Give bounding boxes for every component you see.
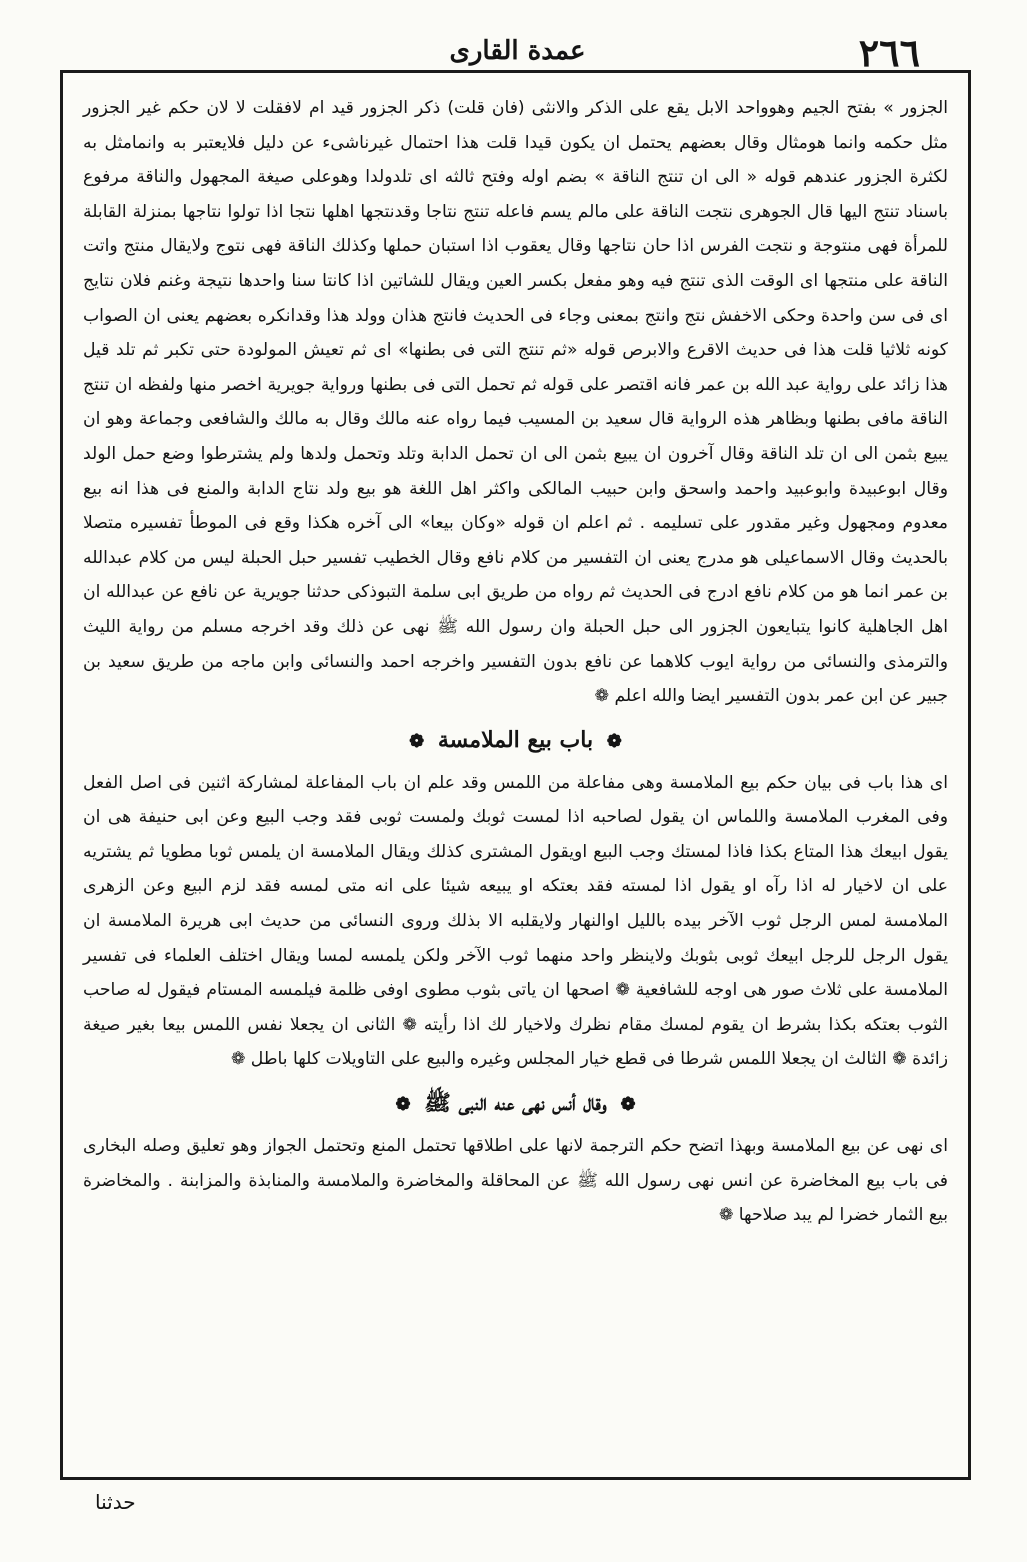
page-number: ٢٦٦ [858, 30, 920, 75]
section-heading-text: باب بيع الملامسة [437, 726, 594, 753]
running-title: عمدة القارى [449, 36, 586, 66]
section-heading-mulamasa [83, 716, 948, 764]
ornament-icon: ❁ [606, 730, 622, 752]
section-heading-text: وقال أنس نهى عنه النبى ﷺ [424, 1090, 607, 1117]
paragraph-anas-nahy: اى نهى عن بيع الملامسة وبهذا اتضح حكم الترجمة لانها على اطلاقها تحتمل المنع وتحتمل الجواز وهو تعليق وصله البخارى فى باب بيع المخاضرة عن انس نهى رسول الله ﷺ عن المحاقلة والمخاضرة والملامسة والمنابذة والمزابنة . والمخاضرة بيع الثمار خضرا لم يبد صلاحها ❁ [83, 1136, 948, 1226]
body-text [83, 91, 948, 1233]
text-frame [60, 70, 971, 1480]
page-header [60, 30, 975, 75]
paragraph-mulamasa: اى هذا باب فى بيان حكم بيع الملامسة وهى مفاعلة من اللمس وقد علم ان باب المفاعلة لمشاركة اثنين فى اصل الفعل وفى المغرب الملامسة واللماس ان يقول لصاحبه اذا لمست ثوبك ولمست ثوبى فقد وجب البيع وعن ابى حنيفة هى ان يقول ابيعك هذا المتاع بكذا فاذا لمستك وجب البيع اويقول المشترى كذلك ويقال الملامسة ان يلمس ثوبا مطويا ثم يشتريه على ان لاخيار له اذا رآه او يقول اذا لمسته فقد بعتكه او يبيعه شيئا على انه متى لمسه فقد لزم البيع وعن الزهرى الملامسة لمس الرجل ثوب الآخر بيده بالليل اوالنهار ولايقلبه الا بذلك وروى النسائى من حديث ابى هريرة الملامسة ان يقول الرجل للرجل ابيعك ثوبى بثوبك ولاينظر واحد منهما ثوب الآخر ولكن يلمسه لمسا ويقال اختلف العلماء فى تفسير الملامسة على ثلاث صور هى اوجه للشافعية ❁ اصحها ان ياتى بثوب مطوى اوفى ظلمة فيلمسه المستام فيقول له صاحب الثوب بعتكه بكذا بشرط ان يقوم لمسك مقام نظرك ولاخيار لك اذا رأيته ❁ الثانى ان يجعلا نفس اللمس بيعا بغير صيغة زائدة ❁ الثالث ان يجعلا اللمس شرطا فى قطع خيار المجلس وغيره والبيع على التاويلات كلها باطل ❁ [83, 772, 948, 1070]
catchword: حدثنا [95, 1490, 136, 1514]
paragraph-jazur-hadith: الجزور » بفتح الجيم وهوواحد الابل يقع على الذكر والانثى (فان قلت) ذكر الجزور قيد ام لافقلت لا لان حكم غير الجزور مثل حكمه وانما هومثال وقال بعضهم يحتمل ان يكون قيدا قلت هذا احتمال غيرناشىء عن دليل فلايعتبر به وانمامثل به لكثرة الجزور عندهم قوله « الى ان تنتج الناقة » بضم اوله وفتح ثالثه اى تلدولدا وهوعلى صيغة المجهول والناقة مرفوع باسناد تنتج اليها قال الجوهرى نتجت الناقة على مالم يسم فاعله تنتج نتاجا وقدنتجها اهلها نتجا اذا تولوا نتاجها بمنزلة القابلة للمرأة فهى منتوجة و نتجت الفرس اذا حان نتاجها وقال يعقوب اذا استبان حملها وكذلك الناقة فهى نتوج ولايقال منتج واتت الناقة على منتجها اى الوقت الذى تنتج فيه وهو مفعل بكسر العين ويقال للشاتين اذا كانتا سنا واحدها نتيجة وغنم فلان نتايج اى فى سن واحدة وحكى الاخفش نتج وانتج بمعنى وجاء فى الحديث فانتج هذان وولد هذا وقدانكره بعضهم يعنى ان الصواب كونه ثلاثيا قلت هذا فى حديث الاقرع والابرص قوله «ثم تنتج التى فى بطنها» اى ثم تعيش المولودة حتى تكبر ثم تلد قيل هذا زائد على رواية عبد الله بن عمر فانه اقتصر على قوله ثم تحمل التى فى بطنها ورواية جويرية اخصر منها ولفظه ان تنتج الناقة مافى بطنها وبظاهر هذه الرواية قال سعيد بن المسيب فيما رواه عنه مالك وقال به مالك والشافعى وجماعة وهو ان يبيع بثمن الى ان تلد الناقة وقال آخرون ان يبيع بثمن الى ان تحمل الدابة وتلد وتحمل ولدها ولم يشترطوا وضع حمل الولد وقال ابوعبيدة وابوعبيد واحمد واسحق وابن حبيب المالكى واكثر اهل اللغة هو بيع ولد نتاج الدابة والمنع فى هذا انه بيع معدوم ومجهول وغير مقدور على تسليمه . ثم اعلم ان قوله «وكان بيعا» الى آخره هكذا وقع فى الموطأ تفسيره متصلا بالحديث وقال الاسماعيلى هو مدرج يعنى ان التفسير من كلام نافع وقال الخطيب تفسير حبل الحبلة ليس من كلام عبدالله بن عمر انما هو من كلام نافع ادرج فى الحديث ثم رواه من طريق ابى سلمة التبوذكى حدثنا جويرية عن نافع عن عبدالله ان اهل الجاهلية كانوا يتبايعون الجزور الى حبل الحبلة وان رسول الله ﷺ نهى عن ذلك وقد اخرجه مسلم من رواية الليث والترمذى والنسائى من رواية ايوب كلاهما عن نافع بدون التفسير واخرجه احمد والنسائى وابن ماجه من طريق سعيد بن جبير عن ابن عمر بدون التفسير ايضا والله اعلم ❁ [83, 98, 948, 707]
section-heading-anas [83, 1079, 948, 1127]
ornament-icon: ❁ [409, 730, 425, 752]
ornament-icon: ❁ [620, 1094, 636, 1116]
ornament-icon: ❁ [395, 1094, 411, 1116]
